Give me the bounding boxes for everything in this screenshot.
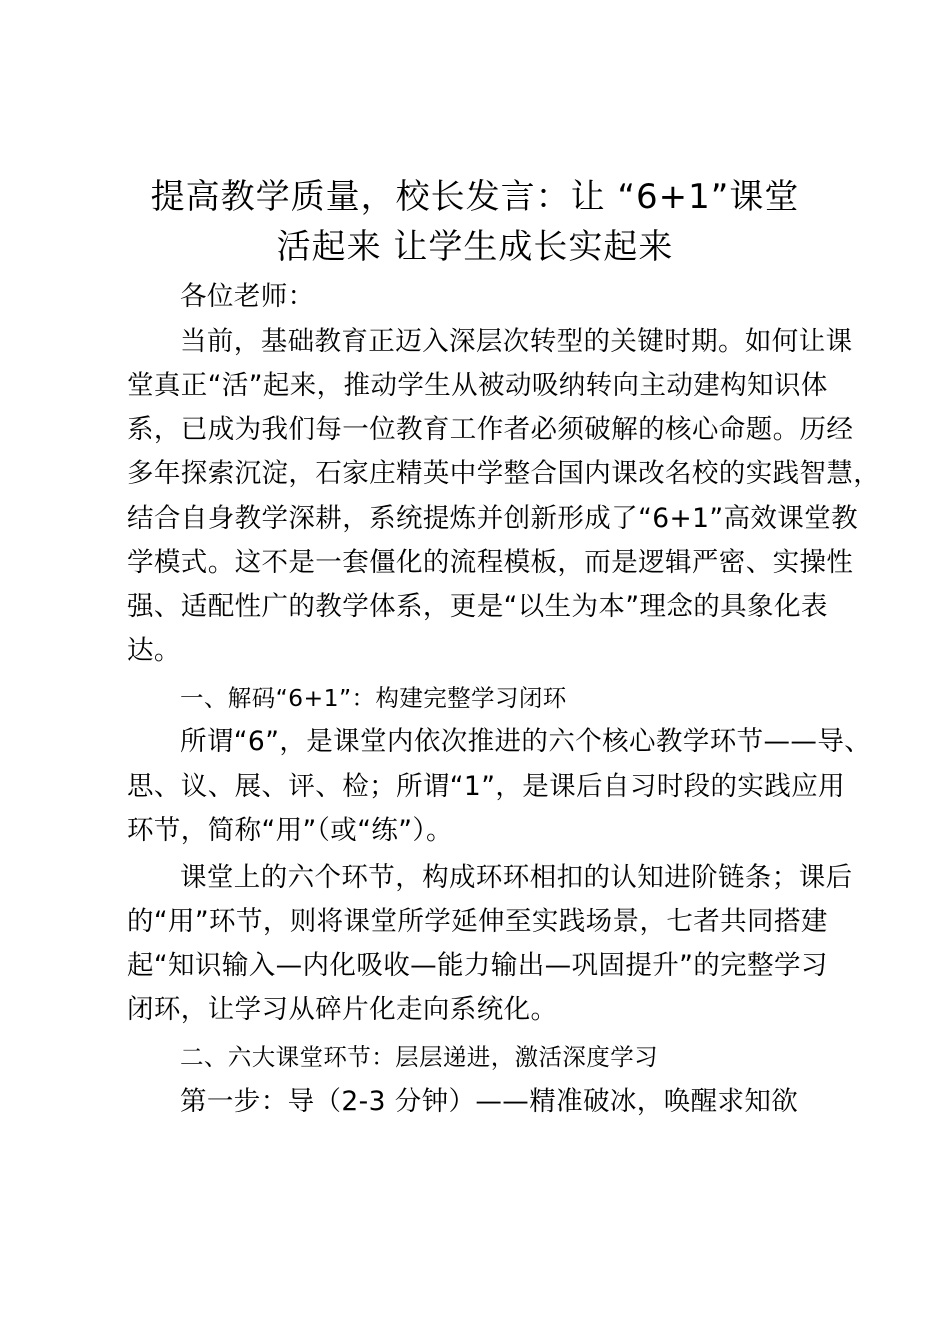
paragraph-line: 思、议、展、评、检；所谓“1”，是课后自习时段的实践应用 [127, 771, 846, 802]
paragraph-line: 堂真正“活”起来，推动学生从被动吸纳转向主动建构知识体 [127, 370, 828, 401]
step-1-heading: 第一步：导（2-3 分钟）——精准破冰，唤醒求知欲 [180, 1086, 799, 1117]
paragraph-line: 当前，基础教育正迈入深层次转型的关键时期。如何让课 [180, 326, 853, 357]
paragraph-line: 课堂上的六个环节，构成环环相扣的认知进阶链条；课后 [180, 862, 853, 893]
paragraph-line: 多年探索沉淀，石家庄精英中学整合国内课改名校的实践智慧， [127, 458, 881, 489]
paragraph-line: 结合自身教学深耕，系统提炼并创新形成了“6+1”高效课堂教 [127, 503, 858, 534]
paragraph-line: 环节，简称“用”（或“练”）。 [127, 815, 453, 846]
paragraph-line: 起“知识输入—内化吸收—能力输出—巩固提升”的完整学习 [127, 950, 828, 981]
paragraph-line: 强、适配性广的教学体系，更是“以生为本”理念的具象化表 [127, 591, 828, 622]
paragraph-line: 的“用”环节，则将课堂所学延伸至实践场景，七者共同搭建 [127, 906, 828, 937]
paragraph-line: 学模式。这不是一套僵化的流程模板，而是逻辑严密、实操性 [127, 547, 854, 578]
paragraph-line: 所谓“6”，是课堂内依次推进的六个核心教学环节——导、 [180, 726, 872, 757]
salutation: 各位老师： [180, 281, 315, 312]
section-heading-1: 一、解码“6+1”：构建完整学习闭环 [180, 684, 567, 712]
paragraph-line: 系，已成为我们每一位教育工作者必须破解的核心命题。历经 [127, 414, 854, 445]
section-heading-2: 二、六大课堂环节：层层递进，激活深度学习 [180, 1043, 658, 1071]
title-line-1: 提高教学质量，校长发言：让 “6+1”课堂 [150, 177, 800, 217]
paragraph-line: 达。 [127, 635, 181, 666]
title-line-2: 活起来 让学生成长实起来 [276, 227, 674, 267]
paragraph-line: 闭环，让学习从碎片化走向系统化。 [127, 994, 558, 1025]
